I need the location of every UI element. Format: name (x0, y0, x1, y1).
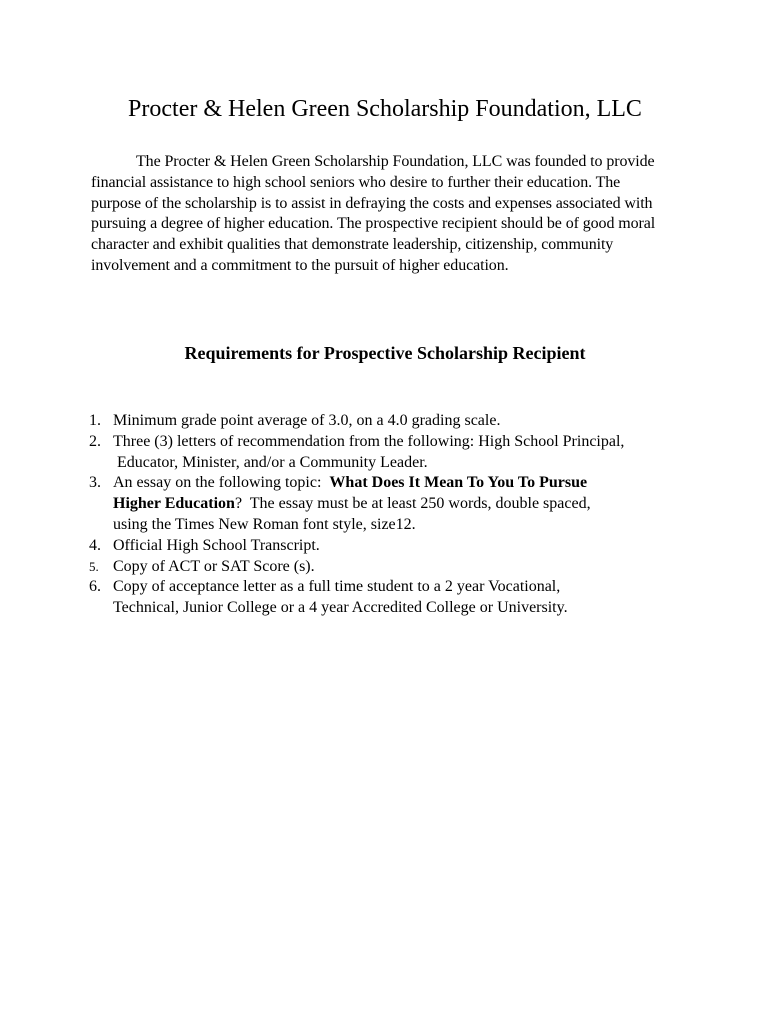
requirements-list (89, 411, 689, 619)
requirement-number: 2. (89, 432, 101, 450)
requirement-text: Copy of ACT or SAT Score (s). (113, 557, 315, 575)
requirement-text: Official High School Transcript. (113, 536, 320, 554)
requirement-text-continued: Technical, Junior College or a 4 year Accredited College or University. (113, 599, 568, 617)
requirement-number: 3. (89, 474, 101, 492)
requirement-text-continued-2: using the Times New Roman font style, size12. (113, 515, 416, 533)
essay-requirements-text: ? The essay must be at least 250 words, double spaced, (234, 495, 591, 513)
requirement-item-1 (89, 411, 689, 432)
essay-topic-part2: Higher Education (113, 495, 235, 513)
requirement-item-2 (89, 432, 689, 474)
requirement-text: Copy of acceptance letter as a full time student to a 2 year Vocational, (113, 578, 561, 596)
requirements-heading: Requirements for Prospective Scholarship Recipient (184, 343, 586, 363)
requirement-text: Minimum grade point average of 3.0, on a 4.0 grading scale. (113, 412, 501, 429)
requirement-number: 5. (89, 558, 99, 574)
requirement-item-6 (89, 577, 689, 619)
requirement-item-3 (89, 473, 689, 535)
intro-paragraph: The Procter & Helen Green Scholarship Foundation, LLC was founded to provide financial assistance to high school seniors who desire to further their education. The purpose of the scholarship is to assist in defraying the costs and expenses associated with pursuing a degree of higher education. The prospective recipient should be of good moral character and exhibit qualities that demonstrate leadership, citizenship, community involvement and a commitment to the pursuit of higher education. (91, 153, 656, 274)
requirement-number: 6. (89, 578, 101, 596)
essay-topic-part1: What Does It Mean To You To Pursue (329, 474, 588, 492)
requirement-item-5 (89, 557, 689, 578)
requirement-item-4 (89, 536, 689, 557)
requirement-text-continued: Educator, Minister, and/or a Community Leader. (117, 453, 428, 471)
requirement-number: 1. (89, 412, 101, 429)
essay-intro-text: An essay on the following topic: (113, 474, 330, 492)
requirement-text (113, 473, 689, 494)
requirement-text-continued (113, 494, 689, 515)
requirement-number: 4. (89, 536, 101, 554)
document-title: Procter & Helen Green Scholarship Foundation, LLC (128, 96, 642, 122)
requirement-text: Three (3) letters of recommendation from the following: High School Principal, (113, 432, 625, 450)
